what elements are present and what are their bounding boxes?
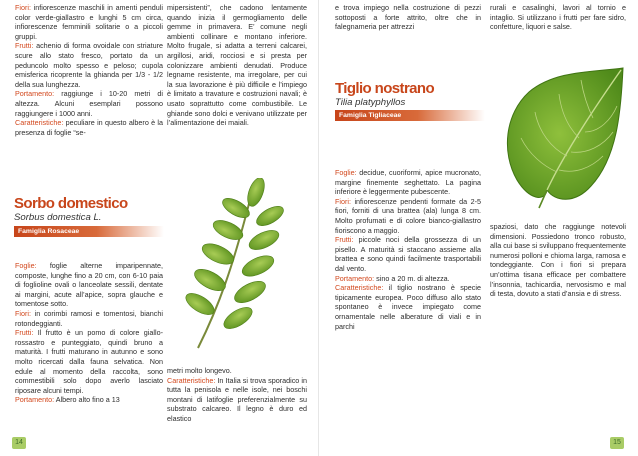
paragraph: Portamento: raggiunge i 10-20 metri di altezza. Alcuni esemplari possono raggiungere i 1000 anni. bbox=[15, 89, 163, 118]
paragraph: Portamento: Albero alto fino a 13 bbox=[15, 395, 120, 405]
paragraph: Caratteristiche: peculiare in questo albero è la presenza di foglie “se- bbox=[15, 118, 163, 137]
right-page bbox=[319, 0, 638, 456]
right-col1-top: e trova impiego nella costruzione di pezzi sottoposti a forte attrito, oltre che in falegnameria per attrezzi bbox=[335, 3, 481, 32]
paragraph: Foglie: decidue, cuoriformi, apice mucronato, margine finemente seghettato. La pagina inferiore è leggermente pubescente. bbox=[335, 168, 481, 197]
right-col2-bottom: spaziosi, dato che raggiunge notevoli dimensioni. Possiedono tronco robusto, alla cui base si sviluppano frequentemente numerosi polloni e chioma larga, ramosa e tondeggiante. Con i fiori si prepara un’ottima tisana efficace per combattere l’insonnia, tachicardia, nervosismo e mal di testa, dovuto a stati d’ansia e di stress. bbox=[490, 222, 626, 299]
left-col2-top: mipersistenti”, che cadono lentamente quando inizia il germogliamento delle gemme in primavera. E’ comune negli ambienti collinare e montano inferiore. Molto frugale, si adatta a terreni calcarei, argillosi, aridi, rocciosi e si presta per colonizzare ambienti denudati. Produce legname resistente, ma irregolare, per cui la sua lavorazione è più difficile e l’impiego è limitato a travature e costruzioni navali; è usato soprattutto come combustibile. Le ghiande sono dolci e venivano utilizzate per l’alimentazione dei maiali. bbox=[167, 3, 307, 128]
paragraph: Fiori: in corimbi ramosi e tomentosi, bianchi rotondeggianti. bbox=[15, 308, 163, 328]
paragraph: Fiori: infiorescenze pendenti formate da 2-5 fiori, forniti di una brattea (ala) lunga 8 cm. Molto profumati e di colore bianco-giallastro fioriscono a maggio. bbox=[335, 196, 481, 235]
compound-leaf-illustration bbox=[178, 178, 288, 350]
paragraph: Frutti: Il frutto è un pomo di colore giallo-rossastro e punteggiato, quindi bruno a maturità. I frutti maturano in autunno e sono molto ricercati dalla fauna selvatica. Non edule al momento della raccolta, sono commestibili solo dopo averlo lasciato riposare alcuni tempi. bbox=[15, 328, 163, 395]
paragraph: Frutti: achenio di forma ovoidale con striature scure allo stato fresco, portato da un peduncolo molto spesso e peloso; cupola emisferica ricoprente la ghianda per 1/3 - 1/2 della sua lunghezza. bbox=[15, 41, 163, 89]
right-col2-top: rurali e casalinghi, lavori al tornio e intaglio. Si utilizzano i frutti per fare sidro, confetture, liquori e salse. bbox=[490, 3, 626, 32]
paragraph: Foglie: foglie alterne imparipennate, composte, lunghe fino a 20 cm, con 6-10 paia di foglioline ovali o lanceolate sessili, dentate ai margini, acute all’apice, sopra glauche e tomentose sotto. bbox=[15, 261, 163, 309]
family-bar-tigliaceae: Famiglia Tigliaceae bbox=[335, 110, 485, 121]
paragraph: metri molto longevo. bbox=[167, 366, 232, 375]
page-number: 14 bbox=[12, 437, 26, 449]
paragraph: Frutti: piccole noci della grossezza di un pisello. A maturità si staccano assieme alla brattea e sono quindi facilmente trasportabili dal vento. bbox=[335, 235, 481, 273]
paragraph: Portamento: sino a 20 m. di altezza. bbox=[335, 273, 450, 283]
paragraph: Caratteristiche: In Italia si trova sporadico in tutta la penisola e nelle isole, nei boschi montani di latifoglie preferenzialmente su substrato calcareo. Il legno è duro ed elastico bbox=[167, 375, 307, 423]
left-col1-top bbox=[15, 3, 163, 137]
species-scientific-name-tiglio: Tilia platyphyllos bbox=[335, 97, 406, 108]
cordate-leaf-illustration bbox=[495, 62, 635, 212]
left-col1-bottom bbox=[15, 261, 163, 405]
family-bar-rosaceae: Famiglia Rosaceae bbox=[14, 226, 164, 237]
species-title-tiglio: Tiglio nostrano bbox=[335, 80, 435, 97]
paragraph: Caratteristiche: il tiglio nostrano è specie tipicamente europea. Poco diffuso allo stato spontaneo è invece impiegato come ornamentale nelle alberature di viali e in parchi bbox=[335, 283, 481, 331]
left-col2-bottom bbox=[167, 366, 307, 424]
paragraph: Fiori: infiorescenze maschili in amenti penduli color verde-giallastro e lunghi 5 cm circa, infiorescenze femminili solitarie o a piccoli gruppi. bbox=[15, 3, 163, 41]
right-col1-bottom bbox=[335, 168, 481, 331]
species-scientific-name-sorbo: Sorbus domestica L. bbox=[14, 212, 102, 223]
species-title-sorbo: Sorbo domestico bbox=[14, 195, 128, 212]
page-number: 15 bbox=[610, 437, 624, 449]
